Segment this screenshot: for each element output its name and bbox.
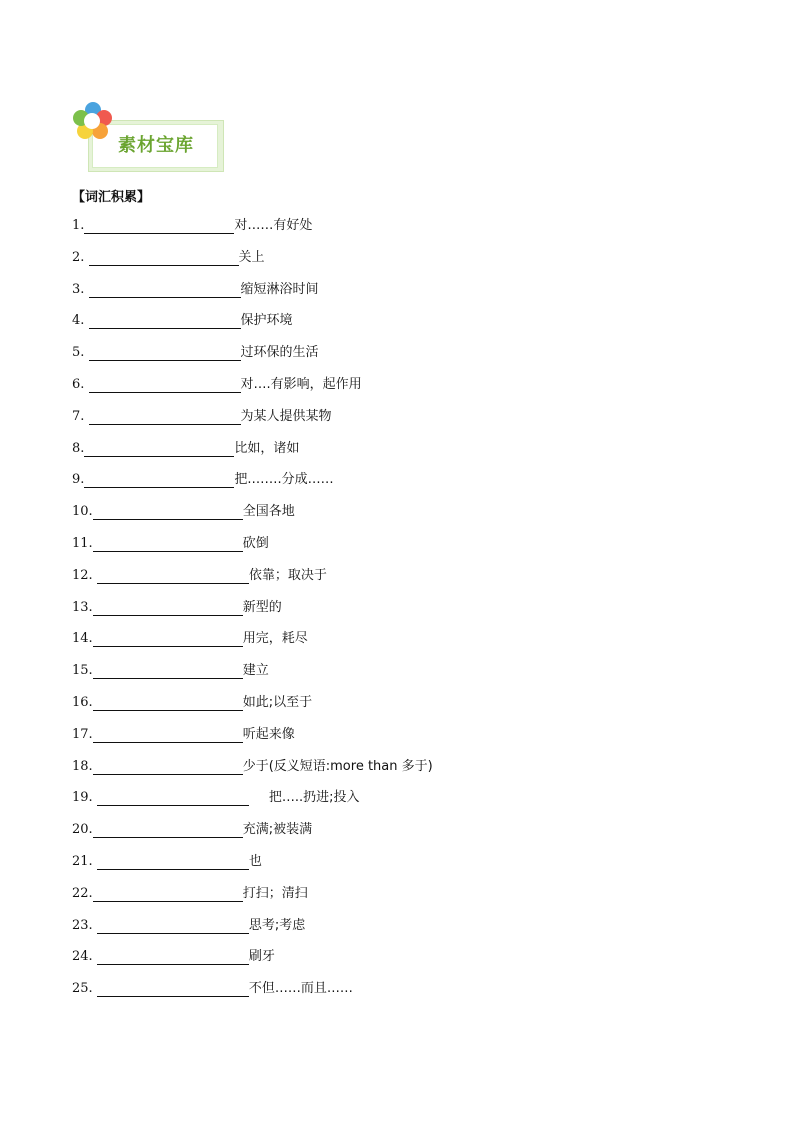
vocab-item [72, 725, 752, 757]
answer-blank[interactable] [93, 725, 243, 743]
vocab-item [72, 757, 752, 789]
answer-blank[interactable] [93, 693, 243, 711]
item-meaning: 也 [248, 853, 262, 869]
vocab-item [72, 375, 752, 407]
item-meaning: 砍倒 [242, 535, 269, 551]
item-meaning: 思考;考虑 [248, 917, 306, 933]
answer-blank[interactable] [97, 947, 249, 965]
item-number: 10. [72, 504, 93, 520]
answer-blank[interactable] [93, 661, 243, 679]
answer-blank[interactable] [97, 852, 249, 870]
vocab-item [72, 629, 752, 661]
header-badge [70, 100, 230, 176]
answer-blank[interactable] [93, 884, 243, 902]
item-meaning: 新型的 [242, 599, 282, 615]
item-number: 19. [72, 790, 97, 806]
item-number: 3. [72, 281, 89, 297]
vocab-list [72, 216, 752, 1011]
answer-blank[interactable] [84, 470, 234, 488]
answer-blank[interactable] [93, 820, 243, 838]
item-meaning: 对….有影响，起作用 [240, 376, 362, 392]
item-number: 4. [72, 313, 89, 329]
vocab-item [72, 534, 752, 566]
item-number: 14. [72, 631, 93, 647]
badge-title: 素材宝库 [118, 135, 194, 156]
answer-blank[interactable] [93, 534, 243, 552]
item-number: 22. [72, 885, 93, 901]
vocab-item [72, 598, 752, 630]
vocab-item [72, 439, 752, 471]
flower-icon [70, 100, 116, 146]
item-number: 6. [72, 376, 89, 392]
item-number: 2. [72, 249, 89, 265]
item-number: 17. [72, 726, 93, 742]
item-number: 24. [72, 949, 97, 965]
item-meaning: 把…..扔进;投入 [268, 790, 360, 806]
item-meaning: 刷牙 [248, 949, 275, 965]
vocab-item [72, 311, 752, 343]
item-meaning: 听起来像 [242, 726, 295, 742]
answer-blank[interactable] [93, 502, 243, 520]
vocab-item [72, 661, 752, 693]
vocab-item [72, 916, 752, 948]
vocab-item [72, 979, 752, 1011]
item-meaning: 为某人提供某物 [240, 408, 332, 424]
vocab-item [72, 407, 752, 439]
item-meaning: 关上 [238, 249, 265, 265]
item-number: 12. [72, 567, 97, 583]
vocab-item [72, 788, 752, 820]
item-number: 1. [72, 218, 85, 233]
vocab-item [72, 566, 752, 598]
vocab-item [72, 343, 752, 375]
item-number: 21. [72, 853, 97, 869]
answer-blank[interactable] [89, 375, 241, 393]
item-number: 13. [72, 599, 93, 615]
item-meaning: 过环保的生活 [240, 345, 319, 361]
answer-blank[interactable] [84, 439, 234, 457]
item-number: 11. [72, 535, 93, 551]
item-meaning: 打扫；清扫 [242, 885, 308, 901]
answer-blank[interactable] [97, 916, 249, 934]
vocab-item [72, 852, 752, 884]
answer-blank[interactable] [89, 248, 239, 266]
answer-blank[interactable] [93, 598, 243, 616]
answer-blank[interactable] [97, 566, 249, 584]
vocab-item [72, 216, 752, 248]
vocab-item [72, 502, 752, 534]
vocab-item [72, 884, 752, 916]
item-meaning: 保护环境 [240, 313, 293, 329]
vocab-item [72, 280, 752, 312]
item-number: 20. [72, 822, 93, 838]
vocab-item [72, 693, 752, 725]
item-number: 9. [72, 472, 85, 488]
item-meaning: 缩短淋浴时间 [240, 281, 319, 297]
section-title: 【词汇积累】 [72, 190, 151, 205]
answer-blank[interactable] [89, 407, 241, 425]
answer-blank[interactable] [89, 343, 241, 361]
item-meaning: 充满;被装满 [242, 822, 313, 838]
item-number: 8. [72, 440, 85, 456]
vocab-item [72, 470, 752, 502]
item-meaning: 不但……而且…… [248, 981, 353, 997]
item-number: 16. [72, 694, 93, 710]
item-meaning: 少于(反义短语:more than 多于) [242, 758, 433, 774]
answer-blank[interactable] [93, 757, 243, 775]
answer-blank[interactable] [93, 629, 243, 647]
item-meaning: 依靠；取决于 [248, 567, 327, 583]
answer-blank[interactable] [97, 979, 249, 997]
item-meaning: 如此;以至于 [242, 694, 313, 710]
answer-blank[interactable] [84, 216, 234, 234]
item-meaning: 全国各地 [242, 504, 295, 520]
vocab-item [72, 820, 752, 852]
item-number: 5. [72, 345, 89, 361]
item-number: 23. [72, 917, 97, 933]
item-meaning: 用完，耗尽 [242, 631, 308, 647]
vocab-item [72, 947, 752, 979]
item-meaning: 把.…….分成…… [234, 472, 334, 488]
answer-blank[interactable] [89, 311, 241, 329]
item-meaning: 对……有好处 [234, 218, 313, 233]
item-number: 25. [72, 981, 97, 997]
item-meaning: 比如，诸如 [234, 440, 300, 456]
item-number: 18. [72, 758, 93, 774]
answer-blank[interactable] [89, 280, 241, 298]
item-number: 7. [72, 408, 89, 424]
item-meaning: 建立 [242, 663, 269, 679]
answer-blank[interactable] [97, 788, 249, 806]
vocab-item [72, 248, 752, 280]
item-number: 15. [72, 663, 93, 679]
